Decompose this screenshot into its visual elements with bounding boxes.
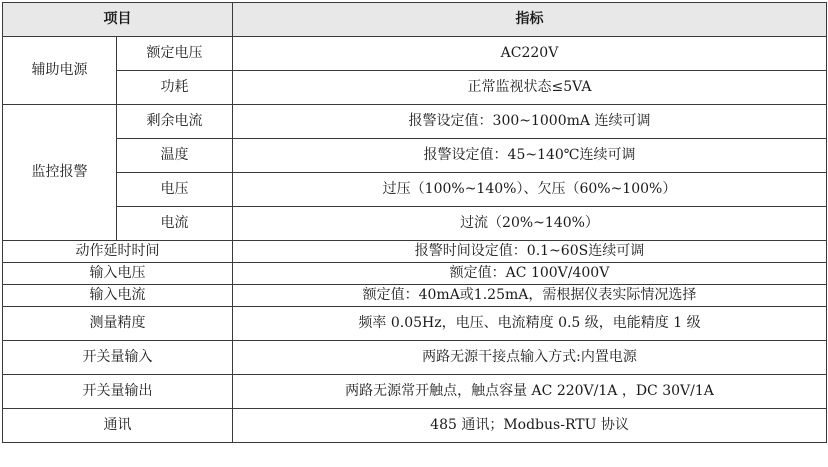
table-row — [3, 285, 827, 307]
header-item-cell: 项目 — [3, 3, 233, 37]
table-row — [3, 139, 827, 173]
row-label: 通讯 — [3, 409, 233, 443]
row-label: 额定电压 — [117, 37, 233, 71]
table-row — [3, 409, 827, 443]
row-value: 过流（20%~140%） — [233, 207, 827, 241]
table-row — [3, 307, 827, 341]
row-label: 开关量输出 — [3, 375, 233, 409]
row-label: 电流 — [117, 207, 233, 241]
row-value: 485 通讯；Modbus-RTU 协议 — [233, 409, 827, 443]
table-row — [3, 105, 827, 139]
table-row — [3, 263, 827, 285]
table-row — [3, 173, 827, 207]
row-value: 报警时间设定值：0.1~60S连续可调 — [233, 241, 827, 263]
header-spec-cell: 指标 — [233, 3, 827, 37]
row-label: 电压 — [117, 173, 233, 207]
row-value: 过压（100%~140%）、欠压（60%~100%） — [233, 173, 827, 207]
row-value: 两路无源常开触点，触点容量 AC 220V/1A ，DC 30V/1A — [233, 375, 827, 409]
header-row — [3, 3, 827, 37]
row-value: 频率 0.05Hz，电压、电流精度 0.5 级，电能精度 1 级 — [233, 307, 827, 341]
group-cell-aux-power: 辅助电源 — [3, 37, 117, 105]
row-label: 温度 — [117, 139, 233, 173]
row-label: 输入电流 — [3, 285, 233, 307]
table-row — [3, 37, 827, 71]
spec-table — [2, 2, 827, 443]
table-row — [3, 241, 827, 263]
row-label: 开关量输入 — [3, 341, 233, 375]
table-row — [3, 207, 827, 241]
row-value: 两路无源干接点输入方式:内置电源 — [233, 341, 827, 375]
group-cell-monitor-alarm: 监控报警 — [3, 105, 117, 241]
row-value: 报警设定值：300~1000mA 连续可调 — [233, 105, 827, 139]
row-value: 额定值：40mA或1.25mA，需根据仪表实际情况选择 — [233, 285, 827, 307]
row-label: 动作延时时间 — [3, 241, 233, 263]
row-value: 报警设定值：45~140℃连续可调 — [233, 139, 827, 173]
row-value: AC220V — [233, 37, 827, 71]
row-label: 功耗 — [117, 71, 233, 105]
row-label: 测量精度 — [3, 307, 233, 341]
row-value: 正常监视状态≤5VA — [233, 71, 827, 105]
row-label: 剩余电流 — [117, 105, 233, 139]
row-label: 输入电压 — [3, 263, 233, 285]
table-row — [3, 375, 827, 409]
row-value: 额定值：AC 100V/400V — [233, 263, 827, 285]
table-row — [3, 341, 827, 375]
table-row — [3, 71, 827, 105]
